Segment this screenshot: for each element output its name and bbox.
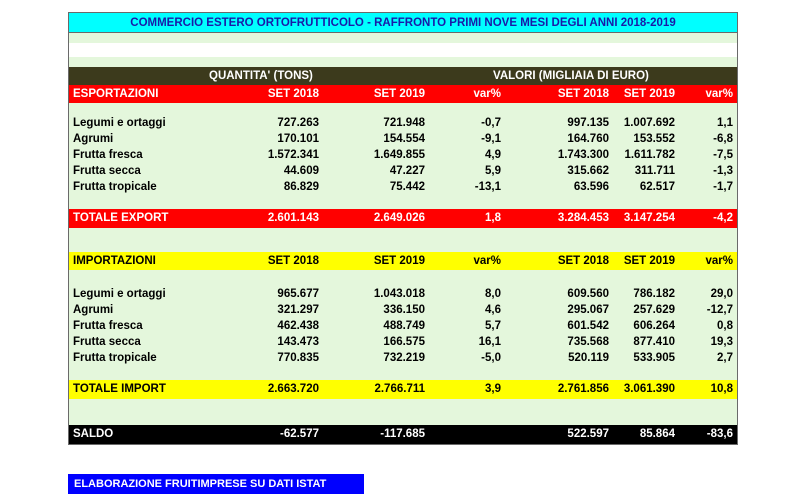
total-cell: 3.147.254 <box>623 212 675 224</box>
table-cell: 321.297 <box>277 304 319 316</box>
table-cell: -7,5 <box>713 149 733 161</box>
column-header: var% <box>705 255 733 267</box>
blank-row <box>69 103 737 115</box>
total-cell: 2.601.143 <box>267 212 319 224</box>
saldo-cell: 85.864 <box>639 428 675 440</box>
table-cell: 5,9 <box>485 165 501 177</box>
table-row <box>69 163 737 179</box>
table-cell: 257.629 <box>633 304 675 316</box>
table-cell: 19,3 <box>710 336 733 348</box>
table-cell: 62.517 <box>639 181 675 193</box>
table-cell: 75.442 <box>389 181 425 193</box>
table-cell: 533.905 <box>633 352 675 364</box>
table-cell: 997.135 <box>567 117 609 129</box>
table-cell: 143.473 <box>277 336 319 348</box>
table-cell: 295.067 <box>567 304 609 316</box>
table-cell: 4,6 <box>485 304 501 316</box>
table-cell: 16,1 <box>478 336 501 348</box>
saldo-label: SALDO <box>73 428 114 440</box>
blank-row-white <box>69 43 737 57</box>
group-header-row <box>69 67 737 85</box>
table-cell: -6,8 <box>713 133 733 145</box>
table-cell: 1.007.692 <box>623 117 675 129</box>
table-cell: 601.542 <box>567 320 609 332</box>
table-row <box>69 147 737 163</box>
saldo-cell: -62.577 <box>279 428 319 440</box>
table-row <box>69 179 737 195</box>
table-cell: -13,1 <box>474 181 501 193</box>
blank-row <box>69 366 737 380</box>
source-footer-text: ELABORAZIONE FRUITIMPRESE SU DATI ISTAT <box>74 478 327 490</box>
table-cell: 29,0 <box>710 288 733 300</box>
spreadsheet-table <box>68 12 738 445</box>
table-cell: 609.560 <box>567 288 609 300</box>
blank-row <box>69 228 737 239</box>
table-cell: 315.662 <box>567 165 609 177</box>
table-cell: 721.948 <box>383 117 425 129</box>
table-row <box>69 115 737 131</box>
total-cell: -4,2 <box>713 212 733 224</box>
blank-row <box>69 239 737 252</box>
table-cell: 63.596 <box>573 181 609 193</box>
table-cell: -0,7 <box>481 117 501 129</box>
column-header: var% <box>473 88 501 100</box>
table-cell: 520.119 <box>568 352 609 364</box>
table-cell: -12,7 <box>706 304 733 316</box>
source-footer <box>68 474 364 494</box>
total-cell: 2.649.026 <box>373 212 425 224</box>
table-cell: 462.438 <box>277 320 319 332</box>
export-total-row <box>69 209 737 228</box>
table-row <box>69 318 737 334</box>
saldo-cell: -117.685 <box>380 428 425 440</box>
total-cell: 3.061.390 <box>623 383 675 395</box>
total-label: TOTALE EXPORT <box>73 212 169 224</box>
table-cell: 166.575 <box>383 336 425 348</box>
quantity-group-header: QUANTITA' (TONS) <box>209 70 313 82</box>
total-cell: 3,9 <box>485 383 501 395</box>
table-cell: 86.829 <box>283 181 319 193</box>
table-cell: 5,7 <box>485 320 501 332</box>
blank-row <box>69 57 737 67</box>
row-label: Frutta secca <box>73 165 141 177</box>
table-row <box>69 334 737 350</box>
column-header: SET 2018 <box>267 255 319 267</box>
table-cell: 727.263 <box>277 117 319 129</box>
row-label: Frutta tropicale <box>73 181 157 193</box>
table-cell: 336.150 <box>383 304 425 316</box>
export-section-label: ESPORTAZIONI <box>73 88 159 100</box>
blank-row <box>69 33 737 43</box>
import-section-label: IMPORTAZIONI <box>73 255 156 267</box>
column-header: SET 2018 <box>267 88 319 100</box>
total-label: TOTALE IMPORT <box>73 383 166 395</box>
column-header: var% <box>705 88 733 100</box>
table-cell: 877.410 <box>633 336 675 348</box>
table-cell: -5,0 <box>481 352 501 364</box>
row-label: Frutta fresca <box>73 149 143 161</box>
table-title <box>69 13 737 33</box>
table-cell: 153.552 <box>633 133 675 145</box>
blank-row <box>69 411 737 425</box>
total-cell: 1,8 <box>485 212 501 224</box>
row-label: Frutta fresca <box>73 320 143 332</box>
table-title-text: COMMERCIO ESTERO ORTOFRUTTICOLO - RAFFRONTO PRIMI NOVE MESI DEGLI ANNI 2018-2019 <box>130 17 676 29</box>
table-cell: 606.264 <box>633 320 675 332</box>
import-header-row <box>69 252 737 270</box>
column-header: SET 2019 <box>623 88 675 100</box>
table-row <box>69 350 737 366</box>
table-row <box>69 286 737 302</box>
row-label: Agrumi <box>73 133 114 145</box>
saldo-cell: 522.597 <box>567 428 609 440</box>
table-cell: 47.227 <box>389 165 425 177</box>
column-header: SET 2019 <box>373 255 425 267</box>
blank-row <box>69 195 737 209</box>
table-row <box>69 302 737 318</box>
row-label: Frutta secca <box>73 336 141 348</box>
table-cell: 1.611.782 <box>624 149 675 161</box>
table-cell: 735.568 <box>567 336 609 348</box>
column-header: SET 2018 <box>557 88 609 100</box>
table-cell: 1.649.855 <box>373 149 425 161</box>
column-header: SET 2019 <box>623 255 675 267</box>
table-cell: 1.043.018 <box>373 288 425 300</box>
saldo-row <box>69 425 737 444</box>
total-cell: 2.766.711 <box>374 383 425 395</box>
value-group-header: VALORI (MIGLIAIA DI EURO) <box>493 70 649 82</box>
table-cell: 786.182 <box>633 288 675 300</box>
table-cell: 770.835 <box>277 352 319 364</box>
total-cell: 10,8 <box>710 383 733 395</box>
row-label: Agrumi <box>73 304 114 316</box>
column-header: SET 2019 <box>373 88 425 100</box>
table-cell: 965.677 <box>277 288 319 300</box>
table-cell: 1.743.300 <box>557 149 609 161</box>
table-row <box>69 131 737 147</box>
row-label: Legumi e ortaggi <box>73 288 166 300</box>
table-cell: 4,9 <box>485 149 501 161</box>
export-header-row <box>69 85 737 103</box>
table-cell: -9,1 <box>481 133 501 145</box>
table-cell: 1.572.341 <box>267 149 319 161</box>
import-total-row <box>69 380 737 399</box>
table-cell: 311.711 <box>634 165 675 177</box>
table-cell: 8,0 <box>485 288 501 300</box>
total-cell: 3.284.453 <box>557 212 609 224</box>
table-cell: -1,7 <box>713 181 733 193</box>
total-cell: 2.761.856 <box>557 383 609 395</box>
table-cell: 170.101 <box>277 133 319 145</box>
saldo-cell: -83,6 <box>706 428 733 440</box>
table-cell: 44.609 <box>283 165 319 177</box>
column-header: var% <box>473 255 501 267</box>
table-cell: 0,8 <box>717 320 733 332</box>
column-header: SET 2018 <box>557 255 609 267</box>
total-cell: 2.663.720 <box>267 383 319 395</box>
table-cell: 154.554 <box>383 133 425 145</box>
table-cell: -1,3 <box>713 165 733 177</box>
blank-row <box>69 399 737 411</box>
table-cell: 488.749 <box>383 320 425 332</box>
table-cell: 732.219 <box>383 352 425 364</box>
row-label: Frutta tropicale <box>73 352 157 364</box>
table-cell: 1,1 <box>717 117 733 129</box>
blank-row <box>69 270 737 286</box>
row-label: Legumi e ortaggi <box>73 117 166 129</box>
table-cell: 164.760 <box>567 133 609 145</box>
table-cell: 2,7 <box>717 352 733 364</box>
